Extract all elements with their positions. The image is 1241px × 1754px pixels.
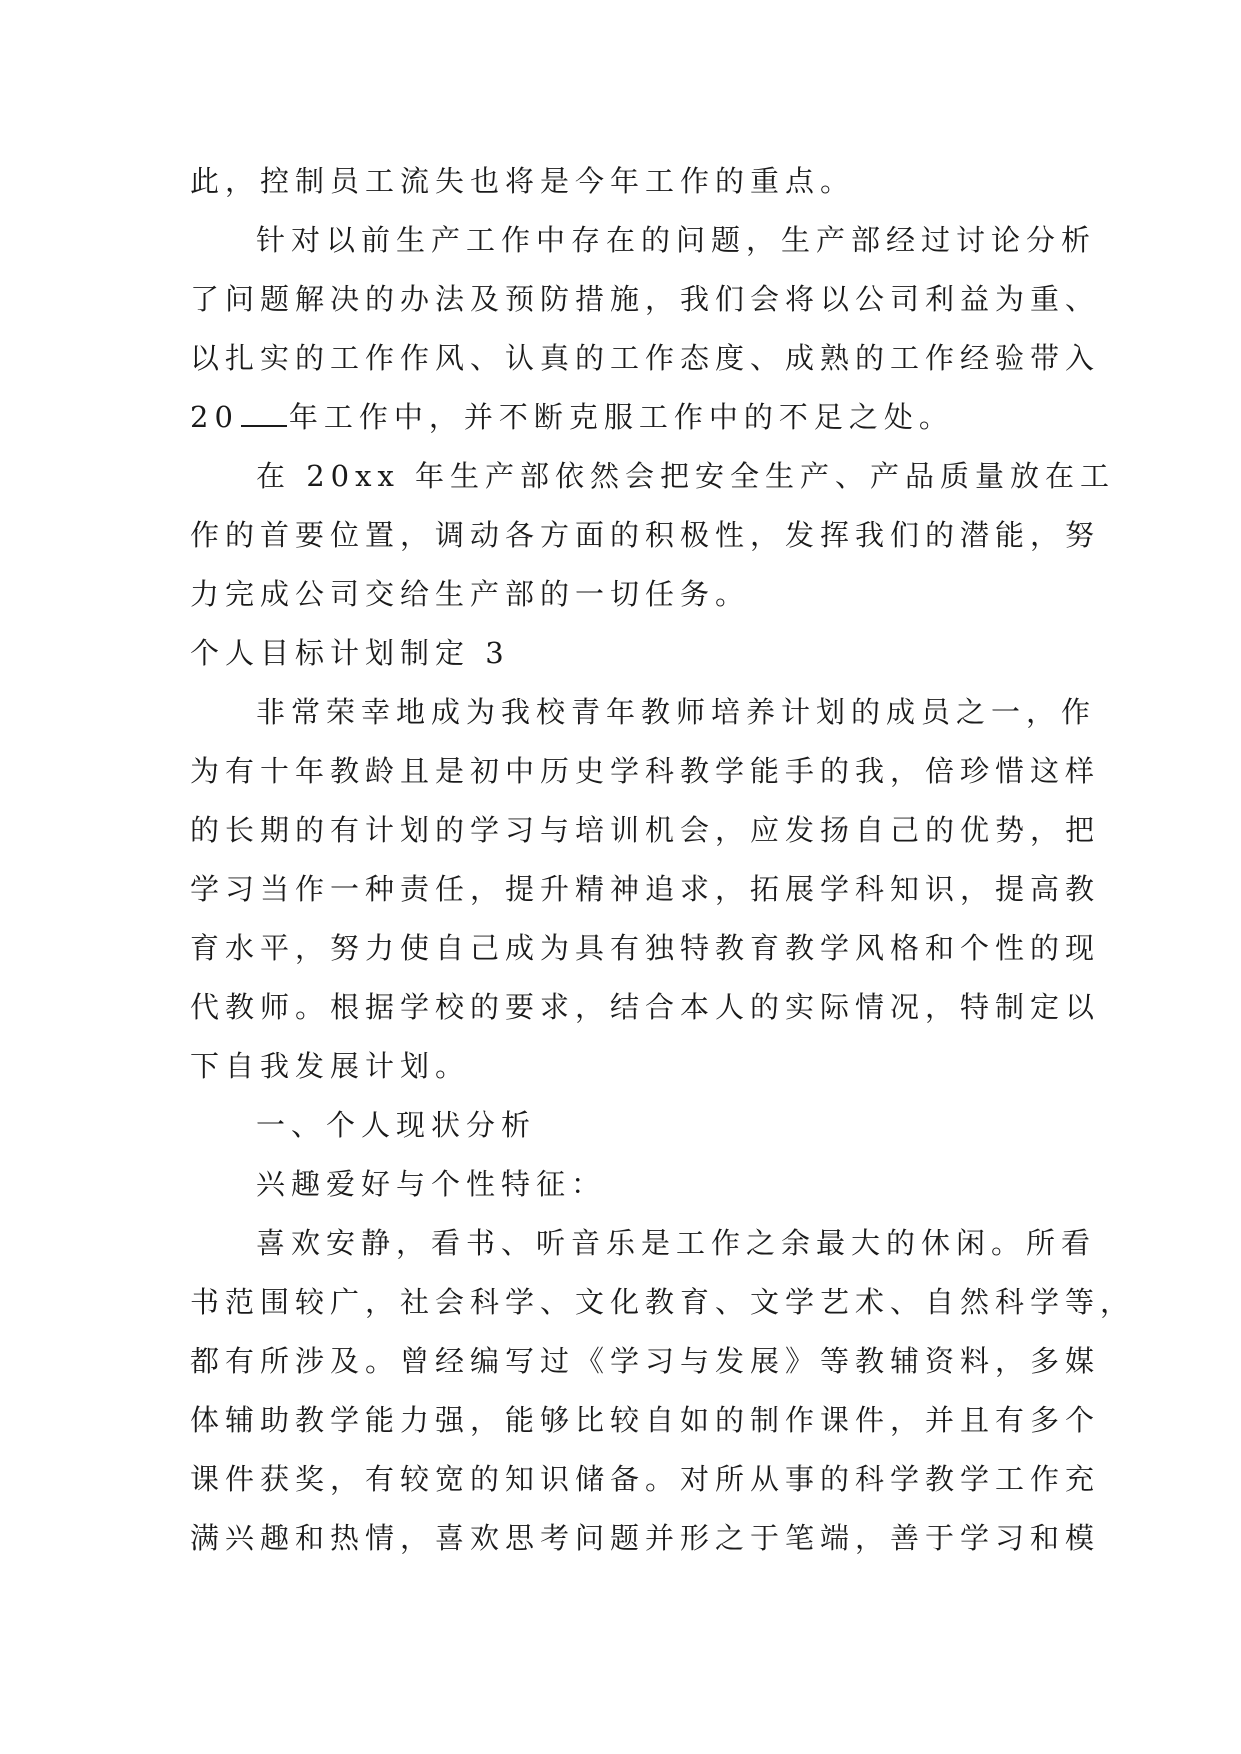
text-line: 力完成公司交给生产部的一切任务。: [190, 577, 751, 611]
text-line: 在 20xx 年生产部依然会把安全生产、产品质量放在工: [256, 459, 1116, 493]
subsection-heading: 兴趣爱好与个性特征：: [256, 1167, 607, 1201]
subsection-heading: 一、个人现状分析: [256, 1108, 537, 1142]
text-line: [190, 388, 1070, 447]
document-body: [190, 152, 1136, 1568]
blank-underline: [241, 395, 287, 427]
text-line: 此，控制员工流失也将是今年工作的重点。: [190, 164, 856, 198]
text-line: 以扎实的工作作风、认真的工作态度、成熟的工作经验带入: [190, 341, 1101, 375]
text-line: 下自我发展计划。: [190, 1049, 471, 1083]
text-line: 作的首要位置，调动各方面的积极性，发挥我们的潜能，努: [190, 518, 1101, 552]
text-fragment: 20: [190, 400, 239, 434]
text-line: 非常荣幸地成为我校青年教师培养计划的成员之一，作: [256, 695, 1097, 729]
text-line: 体辅助教学能力强，能够比较自如的制作课件，并且有多个: [190, 1403, 1101, 1437]
text-line: 学习当作一种责任，提升精神追求，拓展学科知识，提高教: [190, 872, 1101, 906]
text-line: 满兴趣和热情，喜欢思考问题并形之于笔端，善于学习和模: [190, 1521, 1101, 1555]
text-line: 书范围较广，社会科学、文化教育、文学艺术、自然科学等，: [190, 1285, 1136, 1319]
section-heading: 个人目标计划制定 3: [190, 636, 510, 670]
text-line: 的长期的有计划的学习与培训机会，应发扬自己的优势，把: [190, 813, 1101, 847]
text-line: 为有十年教龄且是初中历史学科教学能手的我，倍珍惜这样: [190, 754, 1101, 788]
text-fragment: 年工作中，并不断克服工作中的不足之处。: [288, 400, 954, 434]
text-line: 代教师。根据学校的要求，结合本人的实际情况，特制定以: [190, 990, 1101, 1024]
text-line: 课件获奖，有较宽的知识储备。对所从事的科学教学工作充: [190, 1462, 1101, 1496]
text-line: 都有所涉及。曾经编写过《学习与发展》等教辅资料，多媒: [190, 1344, 1101, 1378]
text-line: 针对以前生产工作中存在的问题，生产部经过讨论分析: [256, 223, 1097, 257]
text-line: 了问题解决的办法及预防措施，我们会将以公司利益为重、: [190, 282, 1101, 316]
text-line: 喜欢安静，看书、听音乐是工作之余最大的休闲。所看: [256, 1226, 1097, 1260]
text-line: 育水平，努力使自己成为具有独特教育教学风格和个性的现: [190, 931, 1101, 965]
